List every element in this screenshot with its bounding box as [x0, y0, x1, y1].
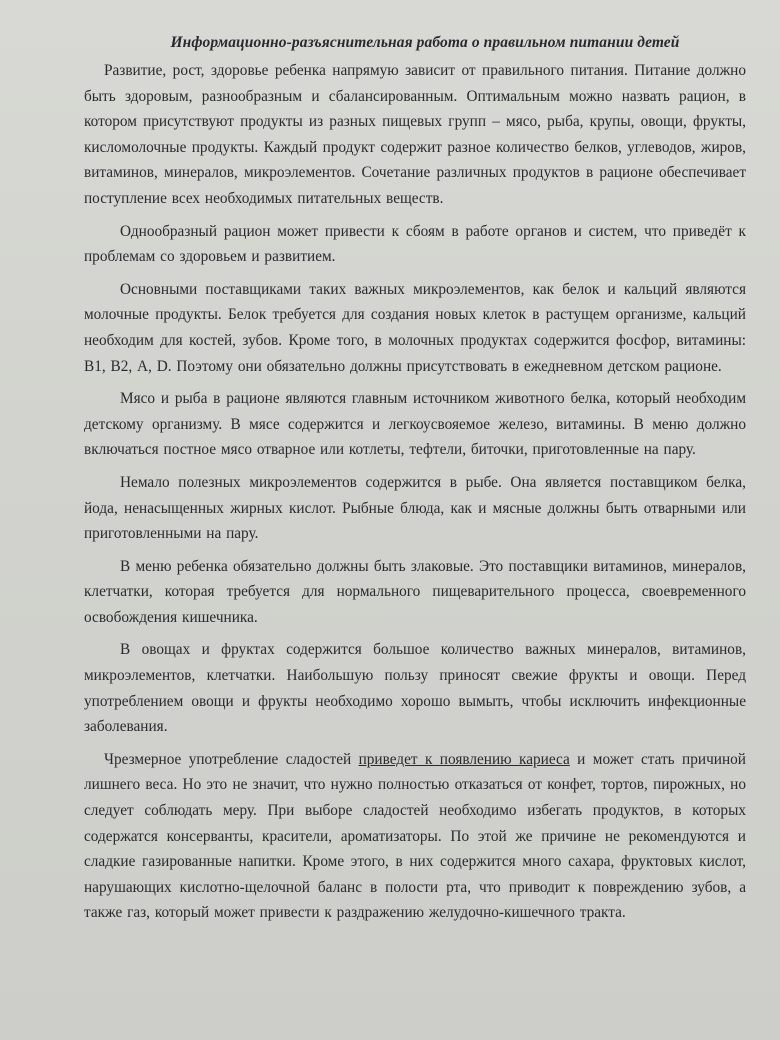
paragraph-fish: Немало полезных микроэлементов содержится в рыбе. Она является поставщиком белка, йода, ненасыщенных жирных кислот. Рыбные блюда, как и мясные должны быть отварными или приготовленными на пару.	[84, 473, 746, 543]
sweets-text-end: и может стать причиной лишнего веса. Но это не значит, что нужно полностью отказаться от конфет, тортов, пирожных, но следует соблюдать меру. При выборе сладостей необходимо избегать продуктов, в которых содержатся консерванты, красители, ароматизаторы. По этой же причине не рекомендуются и сладкие газированные напитки. Кроме этого, в них содержится много сахара, фруктовых кислот, нарушающих кислотно-щелочной баланс в полости рта, что приводит к повреждению зубов, а также газ, который может привести к раздражению желудочно-кишечного тракта.	[84, 750, 746, 922]
paragraph-monotonous-diet: Однообразный рацион может привести к сбоям в работе органов и систем, что приведёт к проблемам со здоровьем и развитием.	[84, 222, 746, 266]
paragraph-cereals: В меню ребенка обязательно должны быть злаковые. Это поставщики витаминов, минералов, клетчатки, которая требуется для нормального пищеварительного процесса, своевременного освобождения кишечника.	[84, 557, 746, 626]
document-title: Информационно-разъяснительная работа о правильном питании детей	[170, 34, 680, 51]
underlined-phrase: приведет к появлению кариеса	[358, 750, 570, 768]
paragraph-vegetables-fruits: В овощах и фруктах содержится большое количество важных минералов, витаминов, микроэлементов, клетчатки. Наибольшую пользу приносят свежие фрукты и овощи. Перед употреблением овощи и фрукты необходимо хорошо вымыть, чтобы исключить инфекционные заболевания.	[84, 641, 746, 736]
sweets-text-start: Чрезмерное употребление сладостей	[104, 750, 359, 768]
paragraph-nutrition-development: Развитие, рост, здоровье ребенка напрямую зависит от правильного питания. Питание должно быть здоровым, разнообразным и сбалансированным. Оптимальным можно назвать рацион, в котором присутствуют продукты из разных пищевых групп – мясо, рыба, крупы, овощи, фрукты, кисломолочные продукты. Каждый продукт содержит разное количество белков, углеводов, жиров, витаминов, минералов, микроэлементов. Сочетание различных продуктов в рационе обеспечивает поступление всех необходимых питательных веществ.	[84, 62, 746, 207]
paragraph-sweets	[84, 747, 746, 926]
paragraph-dairy-products: Основными поставщиками таких важных микроэлементов, как белок и кальций являются молочные продукты. Белок требуется для создания новых клеток в растущем организме, кальций необходим для костей, зубов. Кроме того, в молочных продуктах содержится фосфор, витамины: В1, В2, А, D. Поэтому они обязательно должны присутствовать в ежедневном детском рационе.	[84, 280, 746, 375]
paragraph-meat-fish: Мясо и рыба в рационе являются главным источником животного белка, который необходим детскому организму. В мясе содержится и легкоусвояемое железо, витамины. В меню должно включаться постное мясо отварное или котлеты, тефтели, биточки, приготовленные на пару.	[84, 390, 746, 459]
